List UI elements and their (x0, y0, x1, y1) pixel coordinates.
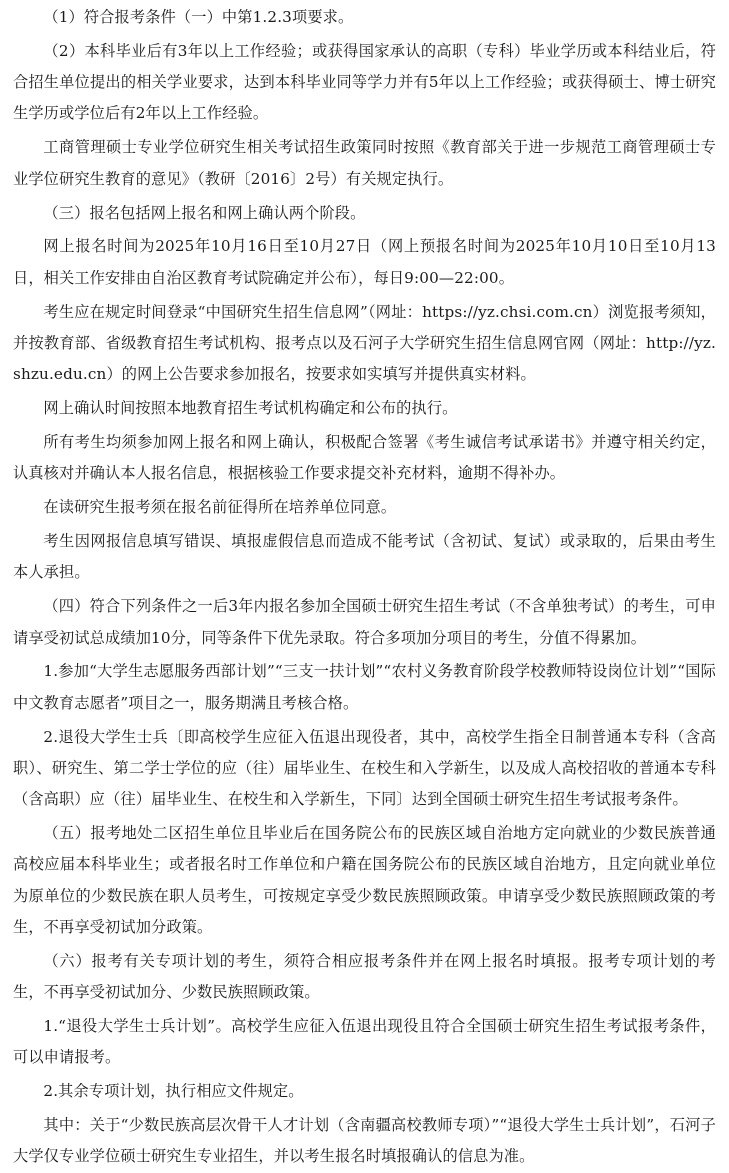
paragraph-special-plan-2: 2.其余专项计划，执行相应文件规定。 (43, 1082, 304, 1101)
paragraph-current-graduate-students: 在读研究生报考须在报名前征得所在培养单位同意。 (43, 498, 397, 517)
paragraph-special-plan-note: 其中：关于“少数民族高层次骨干人才计划（含南疆高校教师专项）”“退役大学生士兵计划”，石河子大学仅专业学位硕士研究生专业招生，并以考生报名时填报确认的信息为准。 (13, 1116, 716, 1166)
paragraph-registration-website: 考生应在规定时间登录“中国研究生招生信息网”（网址：https://yz.chsi.com.cn）浏览报考须知，并按教育部、省级教育招生考试机构、报考点以及石河子大学研究生招生信息网官网（网址：http://yz.shzu.edu.cn）的网上公告要求参加报名，按要求如实填写并提供真实材料。 (13, 302, 716, 384)
paragraph-special-plan-1: 1.“退役大学生士兵计划”。高校学生应征入伍退出现役且符合全国硕士研究生招生考试报考条件，可以申请报考。 (13, 1017, 716, 1067)
paragraph-condition-1: （1）符合报考条件（一）中第1.2.3项要求。 (43, 8, 354, 26)
paragraph-bonus-item-1: 1.参加“大学生志愿服务西部计划”“三支一扶计划”“农村义务教育阶段学校教师特设岗位计划”“国际中文教育志愿者”项目之一，服务期满且考核合格。 (13, 662, 716, 712)
paragraph-integrity-pledge: 所有考生均须参加网上报名和网上确认，积极配合签署《考生诚信考试承诺书》并遵守相关约定，认真核对并确认本人报名信息，根据核验工作要求提交补充材料，逾期不得补办。 (13, 433, 716, 483)
paragraph-online-confirmation-time: 网上确认时间按照本地教育招生考试机构确定和公布的执行。 (43, 399, 458, 418)
paragraph-responsibility: 考生因网报信息填写错误、填报虚假信息而造成不能考试（含初试、复试）或录取的，后果由考生本人承担。 (13, 532, 716, 582)
paragraph-mba-policy: 工商管理硕士专业学位研究生相关考试招生政策同时按照《教育部关于进一步规范工商管理硕士专业学位研究生教育的意见》（教研〔2016〕2号）有关规定执行。 (13, 138, 716, 188)
paragraph-section-4-bonus-points: （四）符合下列条件之一后3年内报名参加全国硕士研究生招生考试（不含单独考试）的考生，可申请享受初试总成绩加10分，同等条件下优先录取。符合多项加分项目的考生，分值不得累加。 (13, 597, 716, 647)
paragraph-condition-2: （2）本科毕业后有3年以上工作经验；或获得国家承认的高职（专科）毕业学历或本科结业后，符合招生单位提出的相关学业要求，达到本科毕业同等学力并有5年以上工作经验；或获得硕士、博士研究生学历或学位后有2年以上工作经验。 (13, 41, 716, 123)
paragraph-section-5-ethnic-policy: （五）报考地处二区招生单位且毕业后在国务院公布的民族区域自治地方定向就业的少数民族普通高校应届本科毕业生；或者报名时工作单位和户籍在国务院公布的民族区域自治地方，且定向就业单位为原单位的少数民族在职人员考生，可按规定享受少数民族照顾政策。申请享受少数民族照顾政策的考生，不再享受初试加分政策。 (13, 824, 716, 937)
paragraph-online-registration-time: 网上报名时间为2025年10月16日至10月27日（网上预报名时间为2025年10月10日至10月13日，相关工作安排由自治区教育考试院确定并公布），每日9:00—22:00。 (13, 237, 716, 287)
paragraph-bonus-item-2: 2.退役大学生士兵〔即高校学生应征入伍退出现役者，其中，高校学生指全日制普通本专科（含高职）、研究生、第二学士学位的应（往）届毕业生、在校生和入学新生，以及成人高校招收的普通本专科（含高职）应（往）届毕业生、在校生和入学新生，下同〕达到全国硕士研究生招生考试报考条件。 (13, 727, 716, 809)
paragraph-section-6-special-plans: （六）报考有关专项计划的考生，须符合相应报考条件并在网上报名时填报。报考专项计划的考生，不再享受初试加分、少数民族照顾政策。 (13, 951, 716, 1002)
paragraph-section-3-heading: （三）报名包括网上报名和网上确认两个阶段。 (43, 203, 366, 222)
